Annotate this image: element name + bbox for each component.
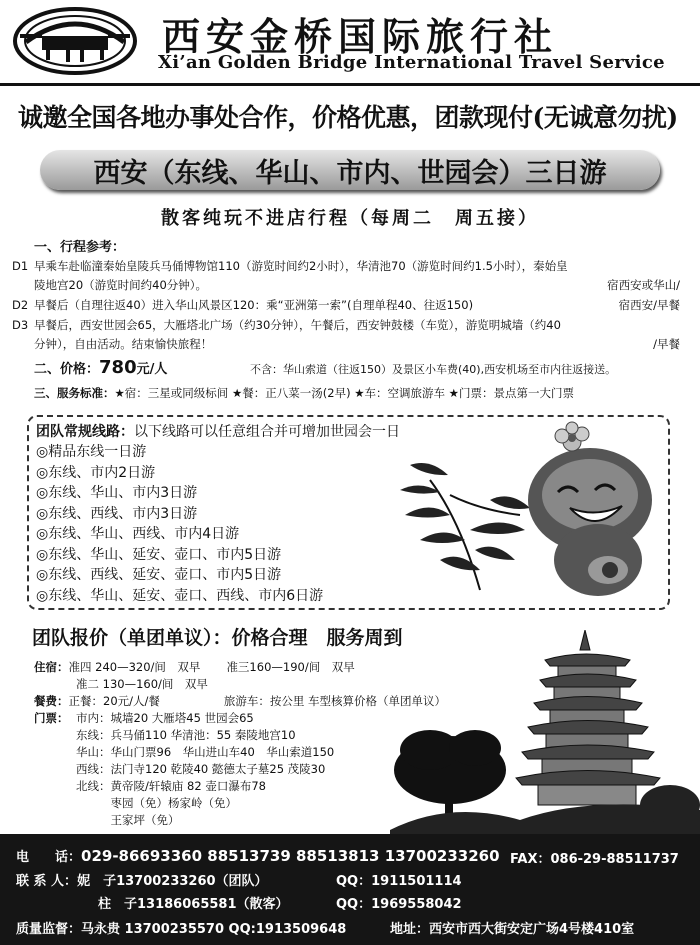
subtitle: 散客纯玩不进店行程（每周二 周五接） [161,208,539,229]
bus-pricing: 旅游车：按公里 车型核算价格（单团单议） [223,694,447,708]
route-list [36,442,323,606]
price-value: 780 [99,357,137,378]
contact-person-2: 柱 子13186065581（散客） [98,897,289,912]
day-1-line-2: 陵地宫20（游览时间约40分钟）。 [34,278,208,292]
tickets-row: 枣园（免）杨家岭（免） [76,796,237,810]
list-item: ◎东线、华山、西线、市内4日游 [36,526,240,542]
contact-label: 联 系 人： [16,874,78,889]
day-3-line-1: 早餐后，西安世园会65，大雁塔北广场（约30分钟），午餐后，西安钟鼓楼（车览），游览明城墙（约40 [34,318,561,332]
quality-supervision: 质量监督：马永贵 13700235570 QQ:1913509648 [16,922,347,937]
qq-2: QQ：1969558042 [336,897,462,912]
meals-value: 正餐：20元/人/餐 [68,694,160,708]
lodging-tier-2: 准三160—190/间 双早 [226,660,355,674]
phone-numbers: 029-86693360 88513739 88513813 13700233260 [81,847,500,865]
service-text: ★宿：三星或同级标间 ★餐：正八菜一汤(2早) ★车：空调旅游车 ★门票：景点第一大门票 [114,386,574,400]
service-standard [34,385,574,401]
address: 地址：西安市西大街安定广场4号楼410室 [390,922,635,937]
contact-row-1 [16,870,268,889]
lodging-tier-1: 准四 240—320/间 双早 [68,660,201,674]
tickets-row: 北线：黄帝陵/轩辕庙 82 壶口瀑布78 [76,779,266,793]
phone-row [16,846,500,865]
day-label: D1 [12,259,29,273]
price-exclusion-note: 不含：华山索道（往返150）及景区小车费(40),西安机场至市内往返接送。 [250,363,617,376]
meals-label: 餐费： [34,694,69,708]
tour-title: 西安（东线、华山、市内、世园会）三日游 [93,158,607,189]
pagoda-icon [516,630,660,805]
list-item: ◎东线、华山、延安、壶口、市内5日游 [36,546,282,563]
routes-label: 团队常规线路： [36,424,134,440]
tickets-row: 王家坪（免） [76,813,180,827]
day-label: D3 [12,318,29,332]
list-item: ◎精品东线一日游 [36,444,147,460]
mascot-icon [528,422,652,596]
list-item: ◎东线、华山、市内3日游 [36,485,198,501]
lodging-tier-3: 准二 130—160/间 双早 [76,677,208,691]
service-label: 三、服务标准： [34,386,115,400]
price-line [34,357,167,378]
day-3-line-2: 分钟），自由活动。结束愉快旅程！ [34,337,213,351]
day-1-note: 宿西安或华山/ [607,278,680,292]
tickets-row: 西线：法门寺120 乾陵40 懿德太子墓25 茂陵30 [76,762,326,776]
tickets-row: 市内：城墙20 大雁塔45 世园会65 [76,711,254,725]
company-name-cn: 西安金桥国际旅行社 [162,14,559,59]
list-item: ◎东线、市内2日游 [36,464,156,481]
headline: 诚邀全国各地办事处合作，价格优惠，团款现付(无诚意勿扰) [18,103,678,132]
itinerary-day-1 [12,257,680,295]
golden-bridge-logo-icon [12,6,138,76]
itinerary-day-2 [12,296,680,315]
tickets-row: 华山：华山门票96 华山进山车40 华山索道150 [76,745,335,759]
day-2-note: 宿西安/早餐 [618,298,680,312]
phone-label: 电 话： [16,850,82,865]
day-2-line: 早餐后（自理往返40）进入华山风景区120：乘“亚洲第一索”(自理单程40、往返150) [34,298,474,312]
tickets-row: 东线：兵马俑110 华清池：55 秦陵地宫10 [76,728,296,742]
mascot-and-bamboo-illustration [390,420,670,605]
routes-intro-text: 以下线路可以任意组合并可增加世园会一日 [134,424,400,440]
lodging-row-1 [34,659,355,675]
contact-person-1: 妮 子13700233260（团队） [77,874,268,889]
tickets-label [34,710,69,726]
itinerary-day-3 [12,316,680,354]
lodging-label: 住宿： [34,660,69,674]
list-item: ◎东线、西线、市内3日游 [36,505,198,522]
group-routes-intro [36,421,400,441]
day-1-line-1: 早乘车赴临潼秦始皇陵兵马俑博物馆110（游览时间约2小时），华清池70（游览时间约1.5小时），秦始皇 [34,259,568,273]
price-label: 二、价格： [34,362,100,377]
tickets-label-text: 门票： [34,711,69,725]
meals-row [34,693,446,709]
fax-number: FAX：086-29-88511737 [510,852,679,867]
header [0,0,700,86]
list-item: ◎东线、西线、延安、壶口、市内5日游 [36,567,282,583]
footer-contact-bar [0,834,700,945]
group-quote-title: 团队报价（单团单议）：价格合理 服务周到 [32,627,403,649]
list-item: ◎东线、华山、延安、壶口、西线、市内6日游 [36,587,324,604]
price-unit: 元/人 [136,362,168,377]
company-name-en: Xi’an Golden Bridge International Travel Service [158,52,665,73]
day-label: D2 [12,298,29,312]
day-3-note: /早餐 [653,337,680,351]
pagoda-illustration [390,630,700,840]
qq-1: QQ：1911501114 [336,874,462,889]
itinerary-title: 一、行程参考： [34,240,126,255]
bamboo-leaves-icon [400,463,530,570]
